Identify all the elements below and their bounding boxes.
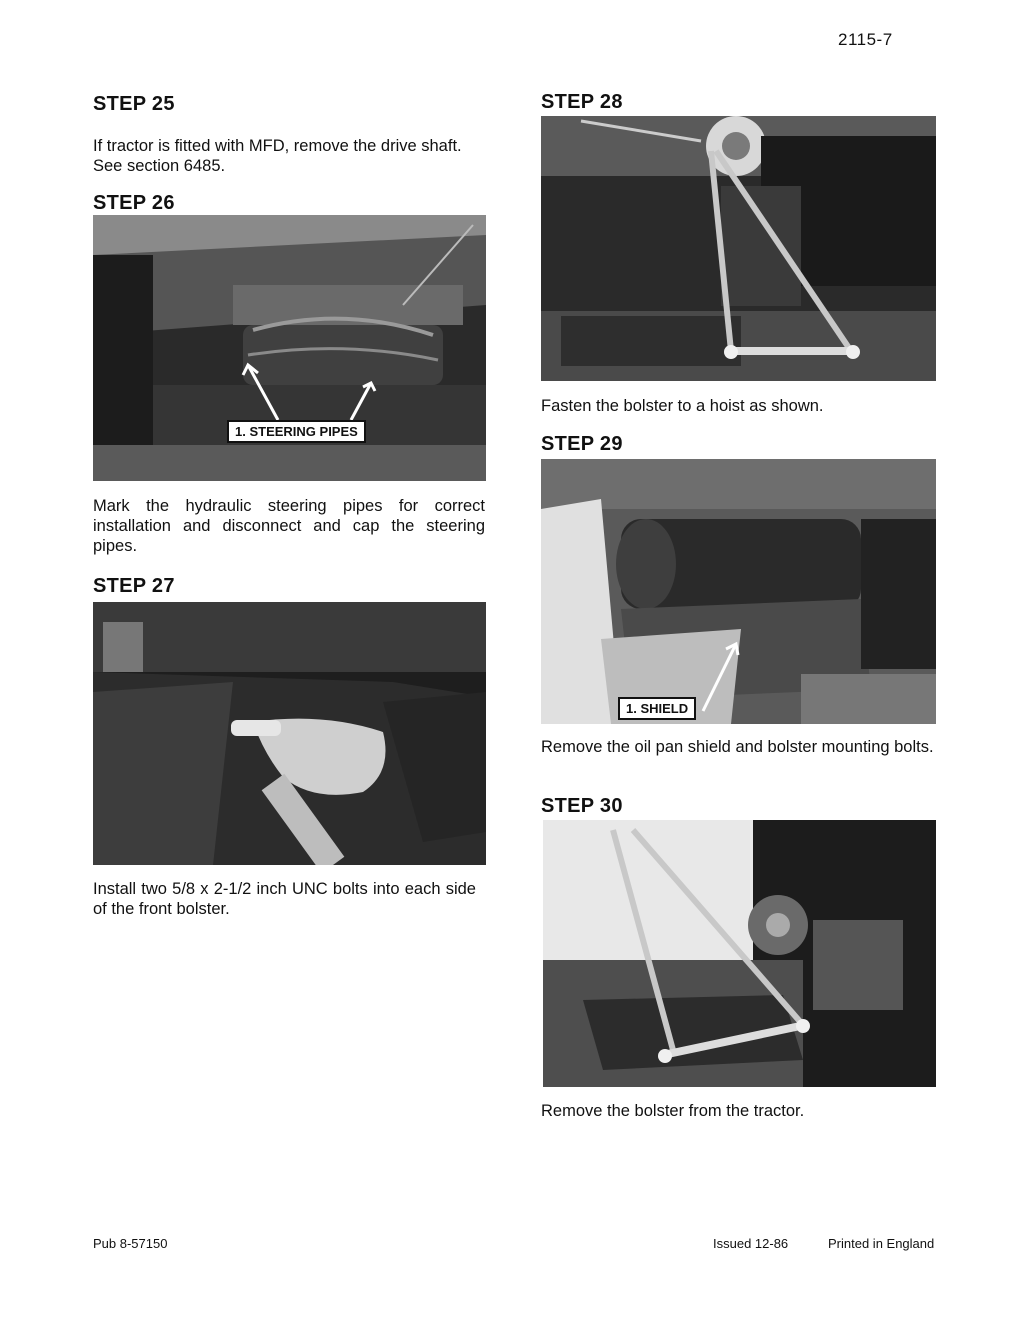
step-27-heading: STEP 27 (93, 575, 175, 597)
shield-callout: 1. SHIELD (618, 697, 696, 720)
step-29-heading: STEP 29 (541, 433, 623, 455)
step-27-photo-graphic (93, 602, 486, 865)
page-number: 2115-7 (838, 30, 893, 49)
footer-printed: Printed in England (828, 1236, 935, 1251)
step-26-text: Mark the hydraulic steering pipes for correct installation and disconnect and cap the steering pipes. (93, 497, 485, 555)
step-30-photo-graphic (543, 820, 936, 1087)
step-26-heading: STEP 26 (93, 192, 175, 214)
step-28-photo-graphic (541, 116, 936, 381)
footer-publication: Pub 8-57150 (93, 1236, 168, 1251)
steering-pipes-callout: 1. STEERING PIPES (227, 420, 366, 443)
step-28-heading: STEP 28 (541, 91, 623, 113)
step-27-photo-bolts (93, 602, 486, 865)
step-30-heading: STEP 30 (541, 795, 623, 817)
step-29-text: Remove the oil pan shield and bolster mounting bolts. (541, 738, 934, 756)
step-30-photo-bolster-removal (543, 820, 936, 1087)
step-28-photo-hoist (541, 116, 936, 381)
step-25-text (93, 136, 493, 176)
step-27-text: Install two 5/8 x 2-1/2 inch UNC bolts into each side of the front bolster. (93, 880, 476, 918)
footer-issued: Issued 12-86 (713, 1236, 789, 1251)
step-29-photo-graphic (541, 459, 936, 724)
step-28-text: Fasten the bolster to a hoist as shown. (541, 397, 824, 415)
step-30-text: Remove the bolster from the tractor. (541, 1102, 805, 1120)
step-25-text-line1: If tractor is fitted with MFD, remove the drive shaft. (93, 137, 462, 155)
step-26-photo-steering-pipes (93, 215, 486, 481)
step-25-heading: STEP 25 (93, 93, 175, 115)
step-25-text-line2: See section 6485. (93, 157, 226, 175)
step-29-photo-shield (541, 459, 936, 724)
